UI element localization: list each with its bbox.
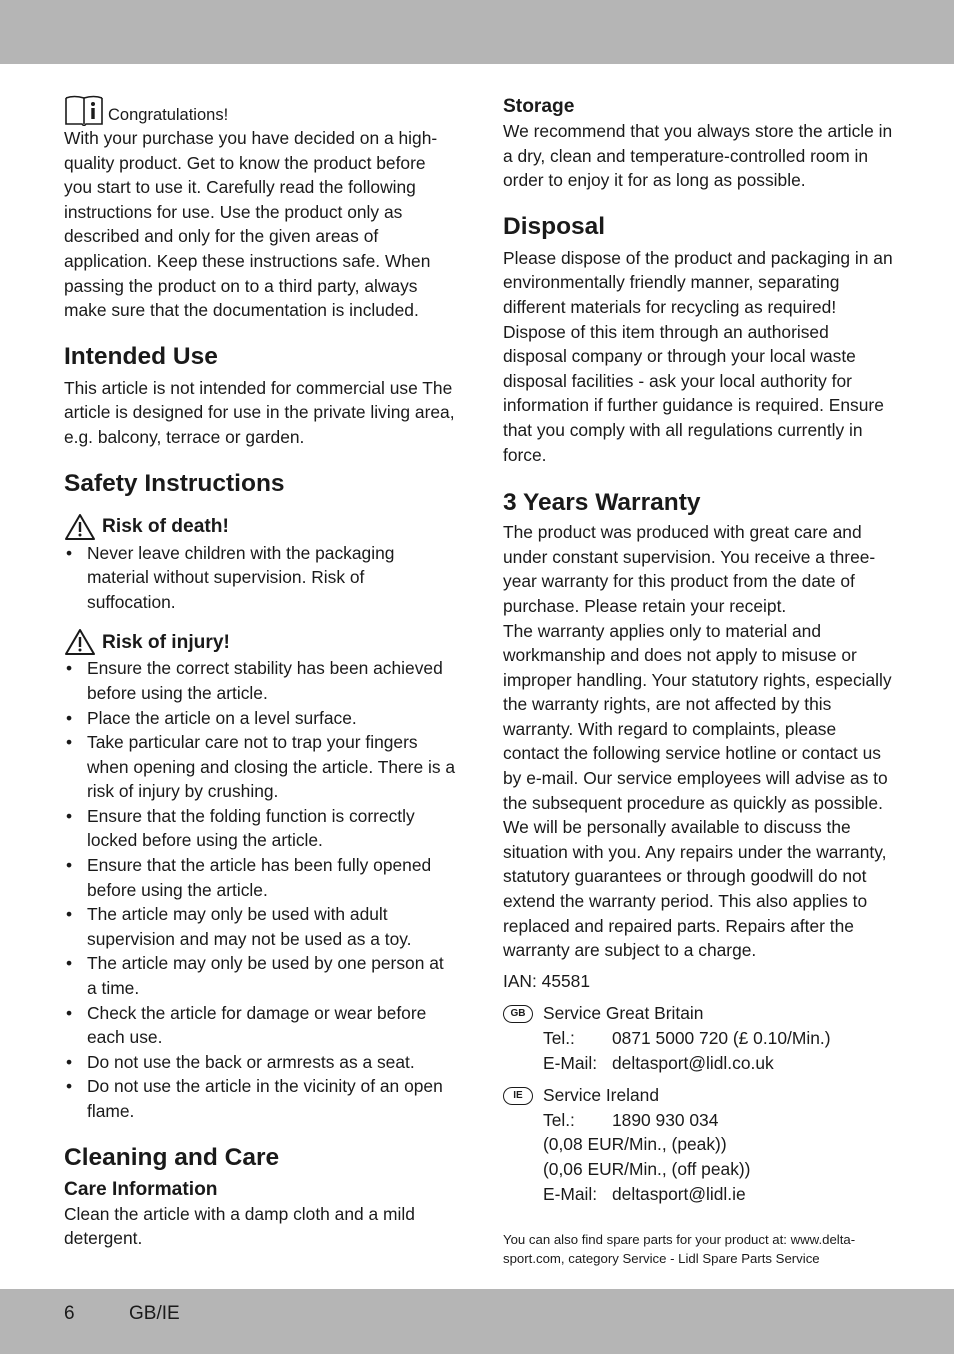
warning-triangle-icon bbox=[64, 513, 96, 541]
tel-number: 0871 5000 720 (£ 0.10/Min.) bbox=[612, 1028, 831, 1048]
risk-of-death-heading bbox=[64, 513, 456, 541]
tel-label: Tel.: bbox=[543, 1028, 575, 1048]
page-number: 6 bbox=[64, 1303, 75, 1324]
warning-triangle-icon bbox=[64, 628, 96, 656]
tel-number: 1890 930 034 bbox=[612, 1109, 719, 1130]
list-item: • Place the article on a level surface. bbox=[64, 706, 456, 731]
warranty-text-2: The warranty applies only to material and workmanship and does not apply to misuse or improper handling. Your statutory rights, especially the warranty rights, are not affected by this warranty. With regard to complaints, please contact the following service hotline or contact us by e-mail. Our service employees will advise as to the subsequent procedure as quickly as possible. We will be personally available to discuss the situation with you. Any repairs under the warranty, statutory guarantees or through goodwill do not extend the warranty period. This also applies to replaced and repaired parts. Repairs after the warranty are subject to a charge. bbox=[503, 620, 892, 961]
safety-instructions-heading: Safety Instructions bbox=[64, 469, 285, 497]
list-item: • Take particular care not to trap your fingers when opening and closing the article. There is a risk of injury by crushing. bbox=[64, 730, 456, 804]
list-item: • Ensure the correct stability has been achieved before using the article. bbox=[64, 656, 456, 705]
list-item: • Ensure that the folding function is correctly locked before using the article. bbox=[64, 804, 456, 853]
risk-of-injury-list bbox=[64, 656, 456, 1123]
disposal-heading: Disposal bbox=[503, 212, 606, 240]
tel-label: Tel.: bbox=[543, 1109, 575, 1130]
congratulations-heading bbox=[64, 94, 456, 126]
risk-of-injury-label: Risk of injury! bbox=[102, 631, 230, 653]
ian-number: IAN: 45581 bbox=[503, 970, 591, 991]
list-item: • The article may only be used by one person at a time. bbox=[64, 951, 456, 1000]
storage-heading: Storage bbox=[503, 96, 575, 117]
storage-text: We recommend that you always store the article in a dry, clean and temperature-controlled room in order to enjoy it for as long as possible. bbox=[503, 121, 893, 191]
risk-of-injury-heading bbox=[64, 628, 456, 656]
disposal-text: Please dispose of the product and packaging in an environmentally friendly manner, separating different materials for recycling as required! Dispose of this item through an authorised disposal company or through your local waste disposal facilities - ask your local authority for information if further guidance is required. Ensure that you comply with all regulations currently in force. bbox=[503, 247, 893, 465]
email-address[interactable]: deltasport@lidl.ie bbox=[612, 1183, 746, 1204]
intended-use-heading: Intended Use bbox=[64, 342, 218, 370]
risk-of-death-label: Risk of death! bbox=[102, 516, 229, 538]
email-label: E-Mail: bbox=[543, 1183, 598, 1204]
service-ireland bbox=[503, 1083, 895, 1206]
info-book-icon bbox=[64, 94, 104, 126]
service-name: Service Great Britain bbox=[543, 1003, 704, 1024]
service-great-britain bbox=[503, 1001, 895, 1075]
care-information-heading: Care Information bbox=[64, 1178, 218, 1200]
list-item: • Check the article for damage or wear before each use. bbox=[64, 1001, 456, 1050]
email-label: E-Mail: bbox=[543, 1052, 598, 1073]
tel-peak-rate: (0,08 EUR/Min., (peak)) bbox=[543, 1134, 727, 1155]
footer-bar bbox=[0, 1289, 954, 1354]
care-information-text: Clean the article with a damp cloth and a mild detergent. bbox=[64, 1203, 415, 1249]
list-item: • Do not use the article in the vicinity of an open flame. bbox=[64, 1074, 456, 1123]
congratulations-label: Congratulations! bbox=[108, 106, 229, 124]
email-address[interactable]: deltasport@lidl.co.uk bbox=[612, 1052, 774, 1073]
cleaning-and-care-heading: Cleaning and Care bbox=[64, 1143, 280, 1171]
warranty-text-1: The product was produced with great care and under constant supervision. You receive a three-year warranty for this product from the date of purchase. Please retain your receipt. bbox=[503, 522, 876, 616]
risk-of-death-list bbox=[64, 541, 456, 615]
gb-country-badge: GB bbox=[503, 1005, 533, 1023]
intended-use-text: This article is not intended for commercial use The article is designed for use in the private living area, e.g. balcony, terrace or garden. bbox=[64, 377, 455, 447]
intro-text: With your purchase you have decided on a high-quality product. Get to know the product before you start to use it. Carefully read the following instructions for use. Use the product only as described and only for the given areas of application. Keep these instructions safe. When passing the product on to a third party, always make sure that the documentation is included. bbox=[64, 128, 438, 321]
list-item: • Ensure that the article has been fully opened before using the article. bbox=[64, 853, 456, 902]
right-column bbox=[503, 94, 895, 1268]
warranty-heading: 3 Years Warranty bbox=[503, 489, 701, 517]
list-item: • Never leave children with the packaging material without supervision. Risk of suffocation. bbox=[64, 541, 456, 615]
spare-parts-note: You can also find spare parts for your product at: www.delta-sport.com, category Service - Lidl Spare Parts Service bbox=[503, 1232, 856, 1267]
list-item: • Do not use the back or armrests as a seat. bbox=[64, 1050, 456, 1075]
left-column bbox=[64, 94, 456, 1251]
ie-country-badge: IE bbox=[503, 1087, 533, 1105]
tel-offpeak-rate: (0,06 EUR/Min., (off peak)) bbox=[543, 1158, 751, 1179]
header-bar bbox=[0, 0, 954, 64]
language-code: GB/IE bbox=[129, 1303, 180, 1324]
service-name: Service Ireland bbox=[543, 1085, 659, 1106]
list-item: • The article may only be used with adult supervision and may not be used as a toy. bbox=[64, 902, 456, 951]
